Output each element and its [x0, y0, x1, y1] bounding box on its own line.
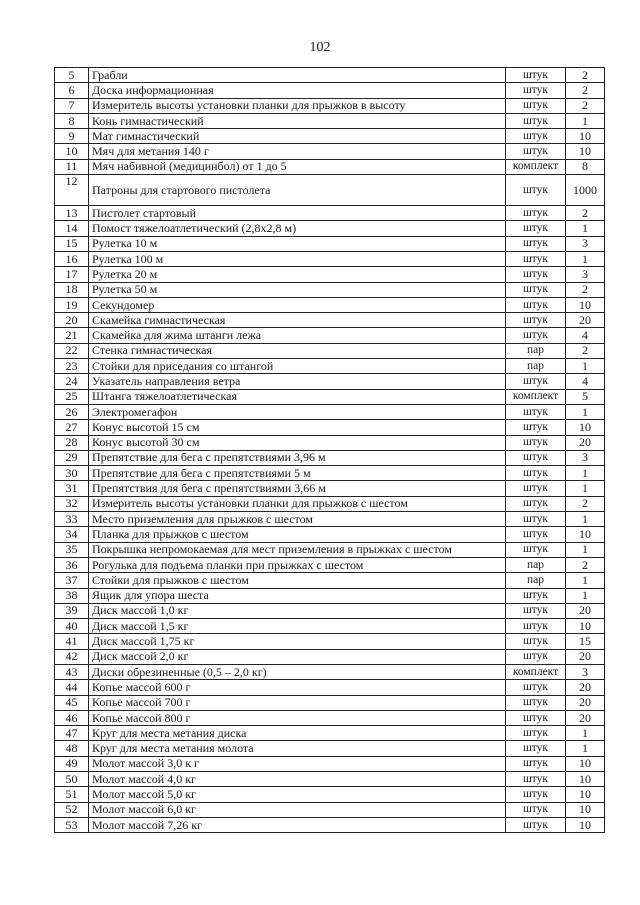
equipment-name: Стойки для приседания со штангой — [89, 359, 506, 374]
table-row — [55, 83, 605, 98]
table-row — [55, 435, 605, 450]
quantity: 1 — [566, 588, 605, 603]
table-row — [55, 603, 605, 618]
table-row — [55, 481, 605, 496]
table-row — [55, 404, 605, 419]
unit-of-measure: штук — [506, 695, 566, 710]
table-row — [55, 741, 605, 756]
quantity: 1 — [566, 573, 605, 588]
table-row — [55, 328, 605, 343]
equipment-name: Мяч для метания 140 г — [89, 144, 506, 159]
row-number: 45 — [55, 695, 89, 710]
unit-of-measure: штук — [506, 68, 566, 83]
quantity: 1 — [566, 221, 605, 236]
table-row — [55, 144, 605, 159]
table-row — [55, 343, 605, 358]
unit-of-measure: штук — [506, 374, 566, 389]
row-number: 31 — [55, 481, 89, 496]
equipment-name: Скамейка гимнастическая — [89, 313, 506, 328]
unit-of-measure: штук — [506, 267, 566, 282]
quantity: 10 — [566, 527, 605, 542]
table-row — [55, 113, 605, 128]
table-row — [55, 374, 605, 389]
table-row — [55, 680, 605, 695]
unit-of-measure: штук — [506, 649, 566, 664]
row-number: 35 — [55, 542, 89, 557]
row-number: 40 — [55, 619, 89, 634]
unit-of-measure: штук — [506, 512, 566, 527]
table-row — [55, 389, 605, 404]
row-number: 12 — [55, 175, 89, 206]
row-number: 27 — [55, 420, 89, 435]
table-row — [55, 710, 605, 725]
table-row — [55, 450, 605, 465]
unit-of-measure: штук — [506, 802, 566, 817]
row-number: 9 — [55, 129, 89, 144]
quantity: 10 — [566, 817, 605, 832]
equipment-name: Конус высотой 15 см — [89, 420, 506, 435]
quantity: 1 — [566, 542, 605, 557]
equipment-name: Грабли — [89, 68, 506, 83]
table-row — [55, 159, 605, 174]
unit-of-measure: штук — [506, 817, 566, 832]
equipment-name: Мяч набивной (медицинбол) от 1 до 5 — [89, 159, 506, 174]
table-row — [55, 557, 605, 572]
unit-of-measure: комплект — [506, 664, 566, 679]
row-number: 38 — [55, 588, 89, 603]
quantity: 10 — [566, 144, 605, 159]
equipment-name: Рулетка 50 м — [89, 282, 506, 297]
row-number: 30 — [55, 466, 89, 481]
quantity: 4 — [566, 328, 605, 343]
unit-of-measure: штук — [506, 144, 566, 159]
row-number: 36 — [55, 557, 89, 572]
unit-of-measure: штук — [506, 680, 566, 695]
table-row — [55, 588, 605, 603]
equipment-name: Рулетка 100 м — [89, 251, 506, 266]
quantity: 20 — [566, 710, 605, 725]
row-number: 46 — [55, 710, 89, 725]
quantity: 2 — [566, 282, 605, 297]
row-number: 19 — [55, 297, 89, 312]
row-number: 34 — [55, 527, 89, 542]
equipment-name: Молот массой 4,0 кг — [89, 772, 506, 787]
equipment-name: Штанга тяжелоатлетическая — [89, 389, 506, 404]
row-number: 39 — [55, 603, 89, 618]
table-row — [55, 206, 605, 221]
unit-of-measure: штук — [506, 466, 566, 481]
unit-of-measure: штук — [506, 206, 566, 221]
row-number: 16 — [55, 251, 89, 266]
unit-of-measure: штук — [506, 772, 566, 787]
table-row — [55, 726, 605, 741]
unit-of-measure: штук — [506, 313, 566, 328]
table-row — [55, 282, 605, 297]
equipment-name: Круг для места метания молота — [89, 741, 506, 756]
table-row — [55, 175, 605, 206]
unit-of-measure: штук — [506, 619, 566, 634]
row-number: 49 — [55, 756, 89, 771]
table-row — [55, 68, 605, 83]
table-row — [55, 236, 605, 251]
unit-of-measure: пар — [506, 557, 566, 572]
row-number: 42 — [55, 649, 89, 664]
quantity: 8 — [566, 159, 605, 174]
unit-of-measure: штук — [506, 175, 566, 206]
row-number: 15 — [55, 236, 89, 251]
quantity: 5 — [566, 389, 605, 404]
table-row — [55, 420, 605, 435]
unit-of-measure: штук — [506, 756, 566, 771]
quantity: 10 — [566, 420, 605, 435]
equipment-table-body — [55, 68, 605, 833]
row-number: 33 — [55, 512, 89, 527]
row-number: 44 — [55, 680, 89, 695]
row-number: 24 — [55, 374, 89, 389]
row-number: 41 — [55, 634, 89, 649]
equipment-name: Ящик для упора шеста — [89, 588, 506, 603]
table-row — [55, 251, 605, 266]
row-number: 37 — [55, 573, 89, 588]
row-number: 26 — [55, 404, 89, 419]
table-row — [55, 772, 605, 787]
equipment-name: Стенка гимнастическая — [89, 343, 506, 358]
table-row — [55, 802, 605, 817]
quantity: 2 — [566, 557, 605, 572]
equipment-name: Копье массой 700 г — [89, 695, 506, 710]
quantity: 3 — [566, 236, 605, 251]
equipment-name: Молот массой 6,0 кг — [89, 802, 506, 817]
equipment-name: Рулетка 20 м — [89, 267, 506, 282]
quantity: 2 — [566, 68, 605, 83]
unit-of-measure: штук — [506, 634, 566, 649]
table-row — [55, 542, 605, 557]
equipment-name: Патроны для стартового пистолета — [89, 175, 506, 206]
quantity: 10 — [566, 772, 605, 787]
unit-of-measure: штук — [506, 129, 566, 144]
equipment-name: Указатель направления ветра — [89, 374, 506, 389]
row-number: 8 — [55, 113, 89, 128]
row-number: 47 — [55, 726, 89, 741]
unit-of-measure: штук — [506, 527, 566, 542]
unit-of-measure: штук — [506, 221, 566, 236]
quantity: 2 — [566, 83, 605, 98]
row-number: 20 — [55, 313, 89, 328]
unit-of-measure: штук — [506, 787, 566, 802]
table-row — [55, 619, 605, 634]
equipment-name: Пистолет стартовый — [89, 206, 506, 221]
unit-of-measure: штук — [506, 251, 566, 266]
unit-of-measure: штук — [506, 726, 566, 741]
page-number: 102 — [309, 40, 331, 55]
row-number: 21 — [55, 328, 89, 343]
equipment-name: Секундомер — [89, 297, 506, 312]
unit-of-measure: штук — [506, 98, 566, 113]
table-row — [55, 634, 605, 649]
equipment-name: Планка для прыжков с шестом — [89, 527, 506, 542]
quantity: 20 — [566, 435, 605, 450]
quantity: 1 — [566, 404, 605, 419]
equipment-name: Рулетка 10 м — [89, 236, 506, 251]
row-number: 53 — [55, 817, 89, 832]
row-number: 23 — [55, 359, 89, 374]
equipment-name: Стойки для прыжков с шестом — [89, 573, 506, 588]
table-row — [55, 817, 605, 832]
table-row — [55, 787, 605, 802]
equipment-name: Молот массой 3,0 к г — [89, 756, 506, 771]
equipment-name: Место приземления для прыжков с шестом — [89, 512, 506, 527]
table-row — [55, 664, 605, 679]
row-number: 25 — [55, 389, 89, 404]
row-number: 43 — [55, 664, 89, 679]
equipment-name: Рогулька для подъема планки при прыжках с шестом — [89, 557, 506, 572]
unit-of-measure: пар — [506, 359, 566, 374]
row-number: 32 — [55, 496, 89, 511]
row-number: 7 — [55, 98, 89, 113]
quantity: 10 — [566, 787, 605, 802]
quantity: 1 — [566, 512, 605, 527]
table-row — [55, 756, 605, 771]
equipment-name: Помост тяжелоатлетический (2,8х2,8 м) — [89, 221, 506, 236]
unit-of-measure: комплект — [506, 389, 566, 404]
unit-of-measure: штук — [506, 741, 566, 756]
equipment-name: Конус высотой 30 см — [89, 435, 506, 450]
unit-of-measure: штук — [506, 113, 566, 128]
quantity: 1 — [566, 741, 605, 756]
table-row — [55, 466, 605, 481]
quantity: 20 — [566, 649, 605, 664]
unit-of-measure: штук — [506, 328, 566, 343]
equipment-name: Электромегафон — [89, 404, 506, 419]
row-number: 48 — [55, 741, 89, 756]
unit-of-measure: штук — [506, 481, 566, 496]
equipment-name: Препятствие для бега с препятствиями 5 м — [89, 466, 506, 481]
quantity: 10 — [566, 129, 605, 144]
unit-of-measure: штук — [506, 588, 566, 603]
quantity: 2 — [566, 98, 605, 113]
quantity: 10 — [566, 802, 605, 817]
quantity: 2 — [566, 343, 605, 358]
quantity: 20 — [566, 313, 605, 328]
quantity: 20 — [566, 695, 605, 710]
unit-of-measure: штук — [506, 435, 566, 450]
table-row — [55, 129, 605, 144]
row-number: 52 — [55, 802, 89, 817]
equipment-name: Диск массой 1,5 кг — [89, 619, 506, 634]
equipment-name: Круг для места метания диска — [89, 726, 506, 741]
row-number: 50 — [55, 772, 89, 787]
quantity: 15 — [566, 634, 605, 649]
quantity: 3 — [566, 450, 605, 465]
quantity: 4 — [566, 374, 605, 389]
equipment-name: Скамейка для жима штанги лежа — [89, 328, 506, 343]
table-row — [55, 297, 605, 312]
unit-of-measure: пар — [506, 573, 566, 588]
equipment-name: Препятствия для бега с препятствиями 3,66 м — [89, 481, 506, 496]
table-row — [55, 267, 605, 282]
equipment-name: Мат гимнастический — [89, 129, 506, 144]
unit-of-measure: штук — [506, 542, 566, 557]
quantity: 10 — [566, 297, 605, 312]
unit-of-measure: штук — [506, 83, 566, 98]
equipment-name: Диск массой 1,0 кг — [89, 603, 506, 618]
equipment-name: Препятствие для бега с препятствиями 3,96 м — [89, 450, 506, 465]
equipment-name: Диск массой 1,75 кг — [89, 634, 506, 649]
quantity: 10 — [566, 756, 605, 771]
quantity: 1 — [566, 251, 605, 266]
table-row — [55, 649, 605, 664]
equipment-name: Диск массой 2,0 кг — [89, 649, 506, 664]
equipment-name: Конь гимнастический — [89, 113, 506, 128]
equipment-name: Измеритель высоты установки планки для прыжков с шестом — [89, 496, 506, 511]
table-row — [55, 313, 605, 328]
quantity: 1 — [566, 481, 605, 496]
quantity: 2 — [566, 496, 605, 511]
unit-of-measure: пар — [506, 343, 566, 358]
unit-of-measure: штук — [506, 282, 566, 297]
unit-of-measure: штук — [506, 496, 566, 511]
row-number: 6 — [55, 83, 89, 98]
unit-of-measure: штук — [506, 404, 566, 419]
unit-of-measure: штук — [506, 297, 566, 312]
equipment-table — [54, 67, 605, 833]
table-row — [55, 98, 605, 113]
unit-of-measure: комплект — [506, 159, 566, 174]
quantity: 2 — [566, 206, 605, 221]
table-row — [55, 527, 605, 542]
quantity: 3 — [566, 664, 605, 679]
equipment-name: Измеритель высоты установки планки для прыжков в высоту — [89, 98, 506, 113]
unit-of-measure: штук — [506, 450, 566, 465]
quantity: 3 — [566, 267, 605, 282]
table-row — [55, 359, 605, 374]
table-row — [55, 695, 605, 710]
table-row — [55, 512, 605, 527]
row-number: 10 — [55, 144, 89, 159]
quantity: 1 — [566, 726, 605, 741]
row-number: 5 — [55, 68, 89, 83]
unit-of-measure: штук — [506, 236, 566, 251]
row-number: 29 — [55, 450, 89, 465]
equipment-name: Молот массой 7,26 кг — [89, 817, 506, 832]
row-number: 22 — [55, 343, 89, 358]
unit-of-measure: штук — [506, 710, 566, 725]
equipment-name: Молот массой 5,0 кг — [89, 787, 506, 802]
quantity: 1 — [566, 113, 605, 128]
quantity: 20 — [566, 680, 605, 695]
row-number: 51 — [55, 787, 89, 802]
quantity: 1000 — [566, 175, 605, 206]
equipment-name: Диски обрезиненные (0,5 – 2,0 кг) — [89, 664, 506, 679]
unit-of-measure: штук — [506, 420, 566, 435]
row-number: 13 — [55, 206, 89, 221]
quantity: 20 — [566, 603, 605, 618]
table-row — [55, 573, 605, 588]
row-number: 28 — [55, 435, 89, 450]
equipment-name: Доска информационная — [89, 83, 506, 98]
table-row — [55, 496, 605, 511]
quantity: 10 — [566, 619, 605, 634]
table-row — [55, 221, 605, 236]
equipment-name: Покрышка непромокаемая для мест приземления в прыжках с шестом — [89, 542, 506, 557]
row-number: 18 — [55, 282, 89, 297]
row-number: 17 — [55, 267, 89, 282]
quantity: 1 — [566, 466, 605, 481]
row-number: 11 — [55, 159, 89, 174]
unit-of-measure: штук — [506, 603, 566, 618]
equipment-name: Копье массой 600 г — [89, 680, 506, 695]
quantity: 1 — [566, 359, 605, 374]
equipment-name: Копье массой 800 г — [89, 710, 506, 725]
row-number: 14 — [55, 221, 89, 236]
